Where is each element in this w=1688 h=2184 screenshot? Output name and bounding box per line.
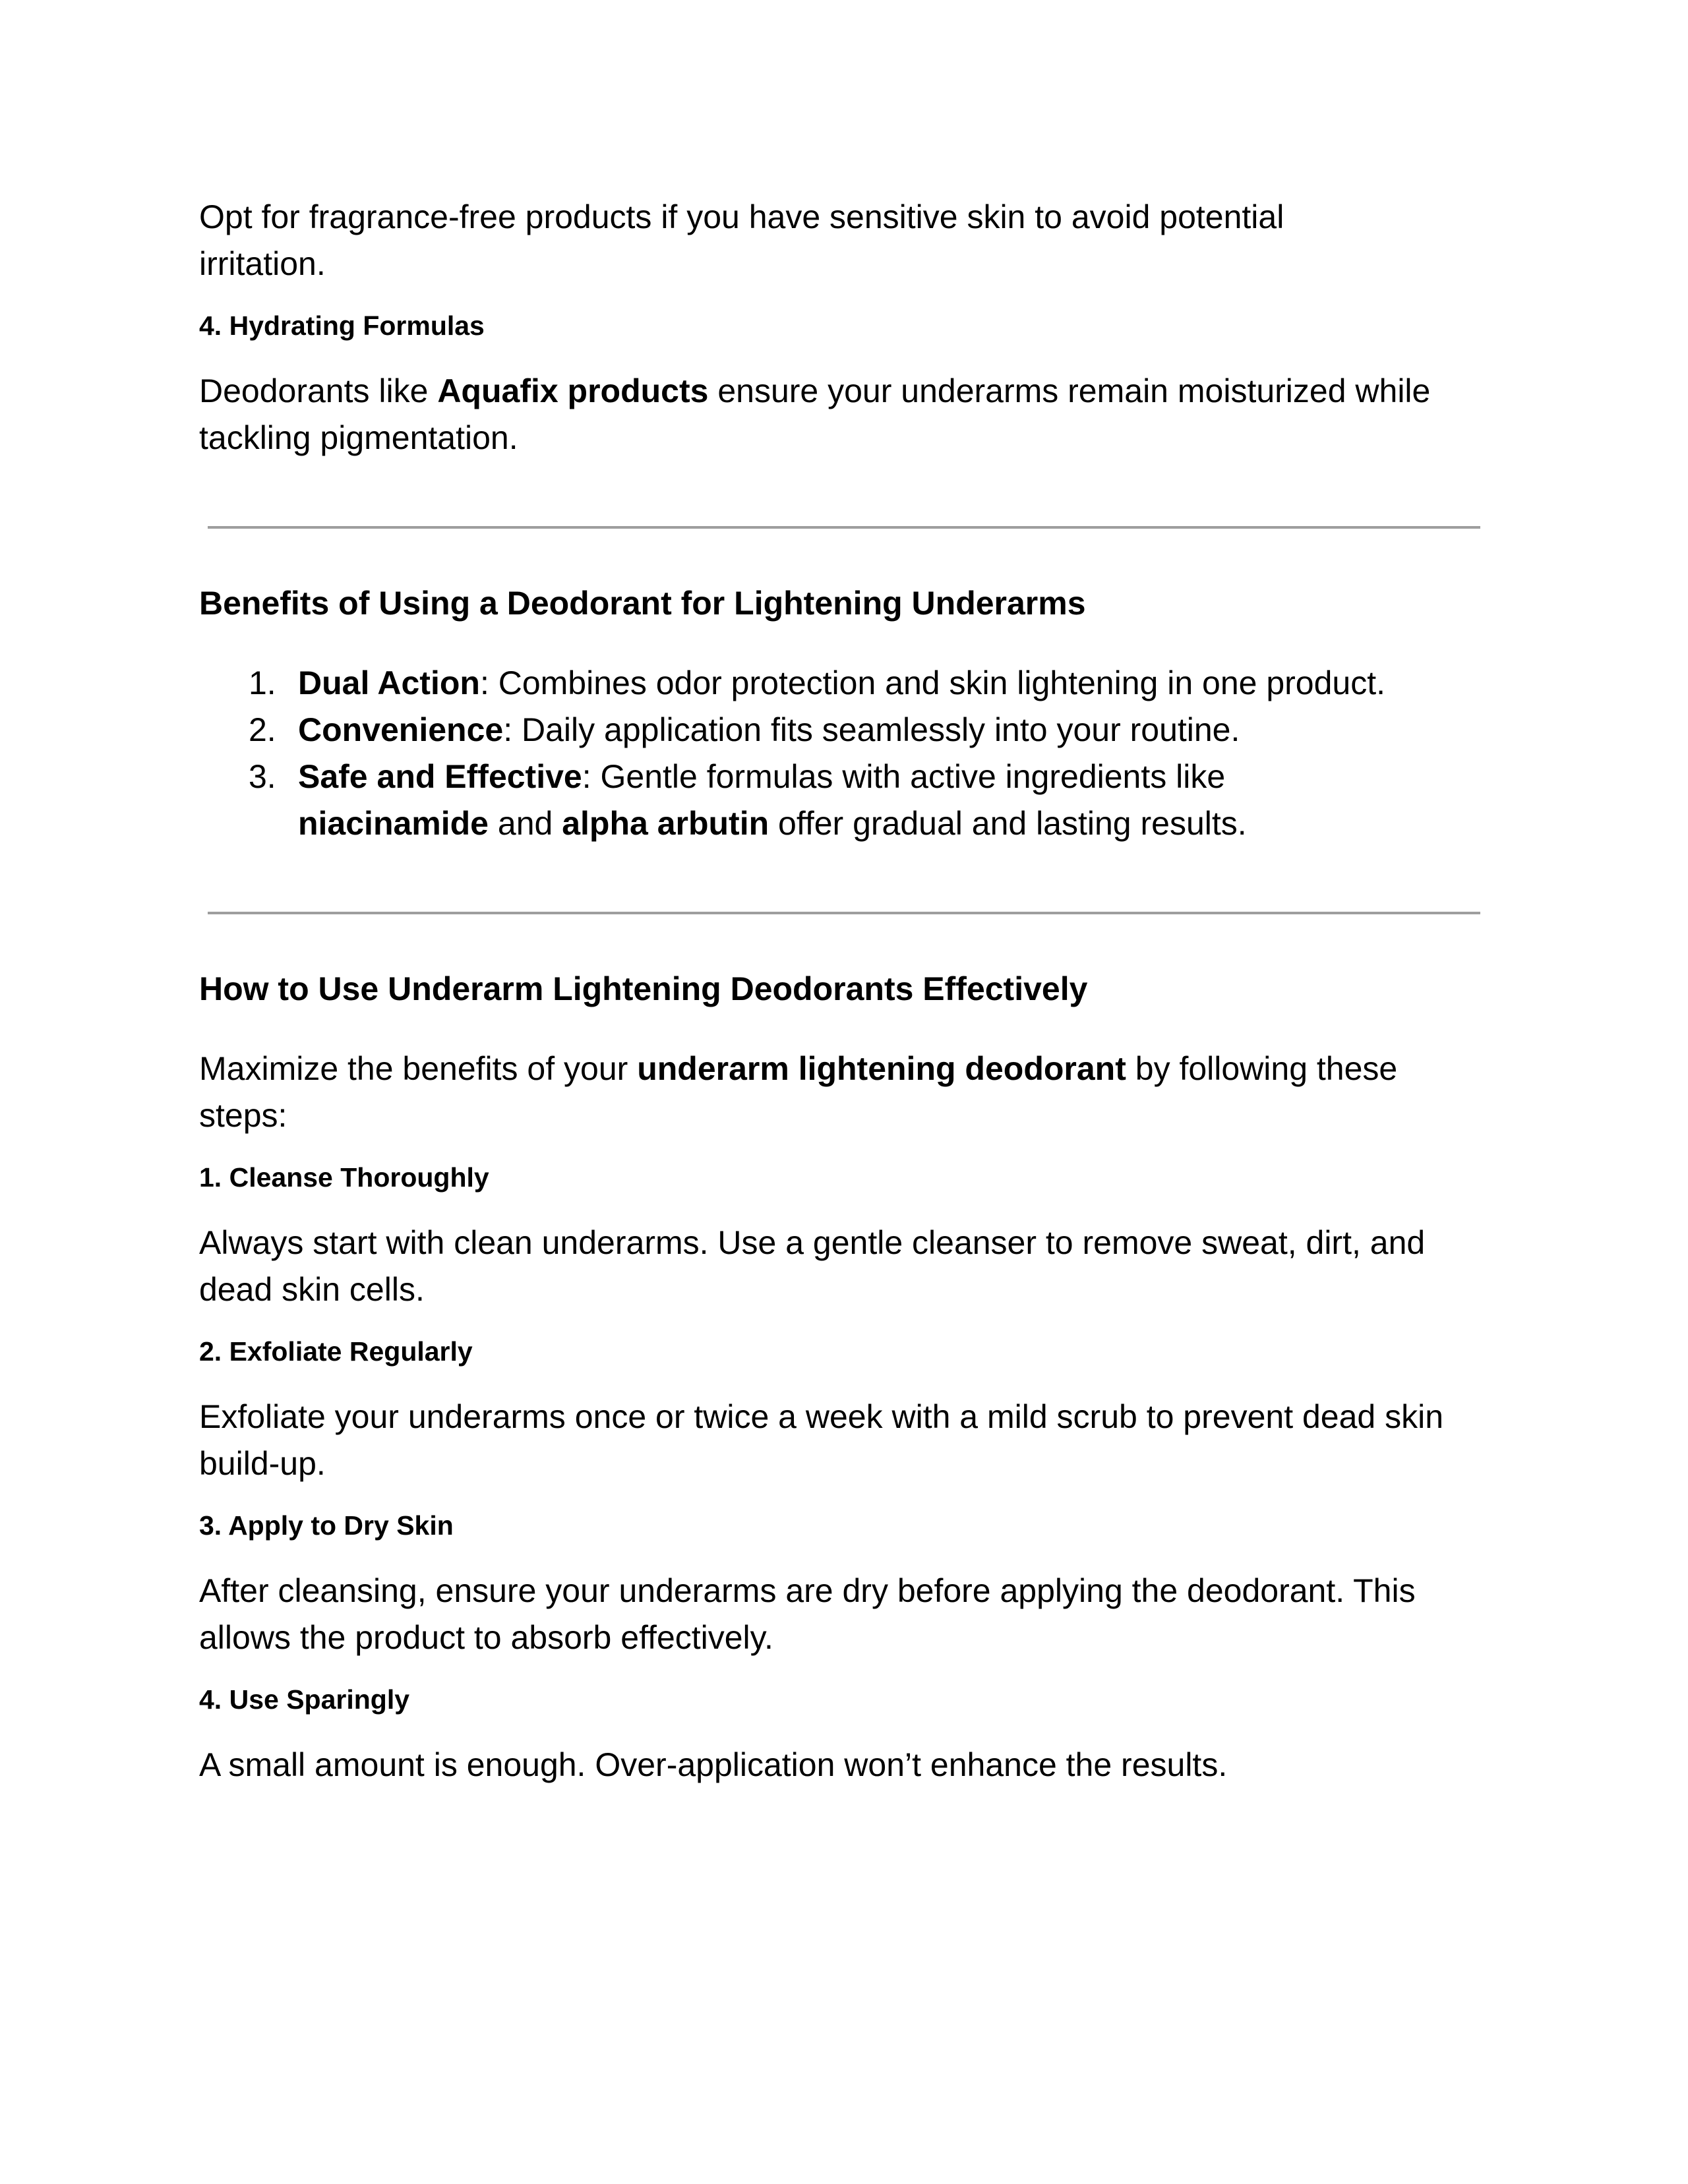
list-item-bold: Dual Action [298,664,480,701]
intro-paragraph: Opt for fragrance-free products if you have sensitive skin to avoid potential irritation. [199,198,1284,282]
list-item-text: : Combines odor protection and skin lightening in one product. [479,664,1386,701]
list-item-bold: Convenience [298,711,504,748]
step-text: Always start with clean underarms. Use a gentle cleanser to remove sweat, dirt, and dead skin cells. [199,1224,1426,1308]
step-text: After cleansing, ensure your underarms are dry before applying the deodorant. This allows the product to absorb effectively. [199,1572,1416,1656]
list-item-number: 2. [249,711,276,748]
howto-intro-after: by following these steps: [199,1050,1398,1134]
hydrating-text-after: ensure your underarms remain moisturized while tackling pigmentation. [199,372,1431,456]
list-item-bold: alpha arbutin [562,805,769,842]
step-text: A small amount is enough. Over-application won’t enhance the results. [199,1746,1228,1783]
hydrating-paragraph [199,368,1485,461]
list-item-text: offer gradual and lasting results. [769,805,1247,842]
list-item-bold: niacinamide [298,805,489,842]
hydrating-text-before: Deodorants like [199,372,438,409]
divider-2 [208,912,1480,914]
list-item [199,660,1492,707]
step-heading: 2. Exfoliate Regularly [199,1336,473,1367]
list-item-text: : Daily application fits seamlessly into your routine. [503,711,1240,748]
step-heading: 3. Apply to Dry Skin [199,1510,454,1541]
hydrating-bold: Aquafix products [437,372,709,409]
document-page [199,194,1492,1788]
step-heading: 1. Cleanse Thoroughly [199,1162,489,1193]
list-item-number: 3. [249,758,276,795]
howto-intro [199,1046,1412,1139]
hydrating-heading: 4. Hydrating Formulas [199,310,485,341]
list-item [199,707,1492,753]
howto-intro-bold: underarm lightening deodorant [637,1050,1126,1087]
list-item-number: 1. [249,664,276,701]
benefits-list [199,660,1492,847]
benefits-heading: Benefits of Using a Deodorant for Lightening Underarms [199,585,1086,622]
list-item-bold: Safe and Effective [298,758,582,795]
howto-intro-before: Maximize the benefits of your [199,1050,638,1087]
list-item [199,753,1386,847]
divider-1 [208,526,1480,529]
howto-heading: How to Use Underarm Lightening Deodorants Effectively [199,970,1088,1007]
list-item-text: : Gentle formulas with active ingredients like [582,758,1226,795]
step-heading: 4. Use Sparingly [199,1684,410,1715]
list-item-text: and [489,805,562,842]
step-text: Exfoliate your underarms once or twice a week with a mild scrub to prevent dead skin build-up. [199,1398,1444,1482]
